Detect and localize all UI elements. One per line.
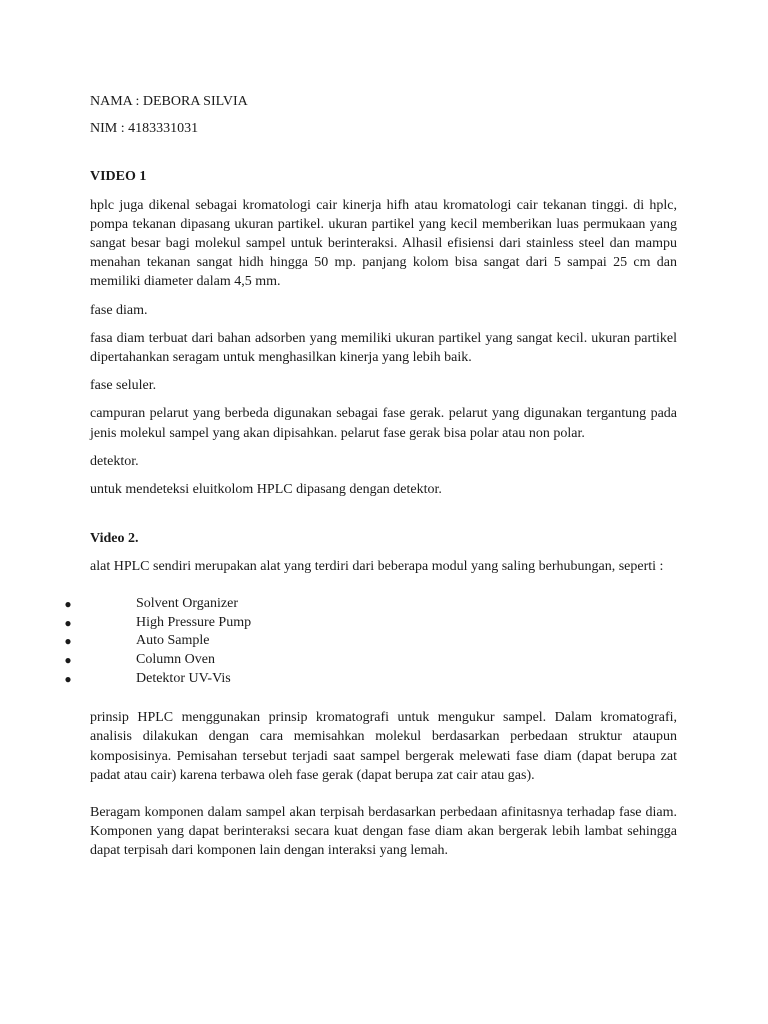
list-item: [64, 595, 677, 614]
bullet-icon: ●: [64, 653, 72, 668]
list-item: [64, 632, 677, 651]
module-label: Auto Sample: [136, 633, 210, 649]
module-label: High Pressure Pump: [136, 614, 252, 630]
module-list: [64, 595, 677, 690]
list-item: [64, 651, 677, 670]
principle-paragraph: prinsip HPLC menggunakan prinsip kromatografi untuk mengukur sampel. Dalam kromatografi, analisis dilakukan dengan cara memisahkan molekul berdasarkan perbedaan struktur ataupun komposisinya. Pemisahan tersebut terjadi saat sampel bergerak melewati fase diam (dapat berupa zat padat atau cair) karena terbawa oleh fase gerak (dapat berupa zat cair atau gas).: [90, 710, 677, 783]
video1-intro-paragraph: hplc juga dikenal sebagai kromatologi cair kinerja hifh atau kromatologi cair tekanan tinggi. di hplc, pompa tekanan dipasang ukuran partikel. ukuran partikel yang kecil memberikan luas permukaan yang sangat besar bagi molekul sampel untuk berinteraksi. Alhasil efisiensi dari stainless steel dan mampu menahan tekanan sangat hidh hingga 50 mp. panjang kolom bisa sangat dari 5 sampai 25 cm dan memiliki diameter dalam 4,5 mm.: [90, 197, 677, 290]
video2-title: Video 2.: [90, 531, 139, 547]
section-text-fase-diam: fasa diam terbuat dari bahan adsorben yang memiliki ukuran partikel yang sangat kecil. ukuran partikel dipertahankan seragam untuk menghasilkan kinerja yang lebih baik.: [90, 330, 677, 366]
section-text-fase-seluler: campuran pelarut yang berbeda digunakan sebagai fase gerak. pelarut yang digunakan tergantung pada jenis molekul sampel yang akan dipisahkan. pelarut fase gerak bisa polar atau non polar.: [90, 406, 677, 441]
bullet-icon: ●: [64, 672, 72, 687]
module-label: Solvent Organizer: [136, 595, 238, 611]
section-heading-fase-seluler: fase seluler.: [90, 378, 157, 394]
bullet-icon: ●: [64, 615, 72, 630]
video1-title: VIDEO 1: [90, 169, 147, 185]
student-name: NAMA : DEBORA SILVIA: [90, 94, 248, 109]
list-item: [64, 670, 677, 689]
section-heading-fase-diam: fase diam.: [90, 302, 148, 318]
module-label: Detektor UV-Vis: [136, 671, 231, 687]
student-nim: NIM : 4183331031: [90, 121, 199, 137]
list-item: [64, 614, 677, 633]
bullet-icon: ●: [64, 596, 72, 611]
components-paragraph: Beragam komponen dalam sampel akan terpisah berdasarkan perbedaan afinitasnya terhadap fase diam. Komponen yang dapat berinteraksi secara kuat dengan fase diam akan bergerak lebih lambat sehingga dapat terpisah dari komponen lain dengan interaksi yang lemah.: [90, 805, 677, 859]
section-heading-detektor: detektor.: [90, 453, 139, 469]
document-body: [64, 92, 677, 861]
bullet-icon: ●: [64, 634, 72, 649]
module-label: Column Oven: [136, 652, 215, 668]
section-text-detektor: untuk mendeteksi eluitkolom HPLC dipasang dengan detektor.: [90, 482, 442, 498]
video2-intro-paragraph: alat HPLC sendiri merupakan alat yang terdiri dari beberapa modul yang saling berhubungan, seperti :: [90, 559, 664, 575]
